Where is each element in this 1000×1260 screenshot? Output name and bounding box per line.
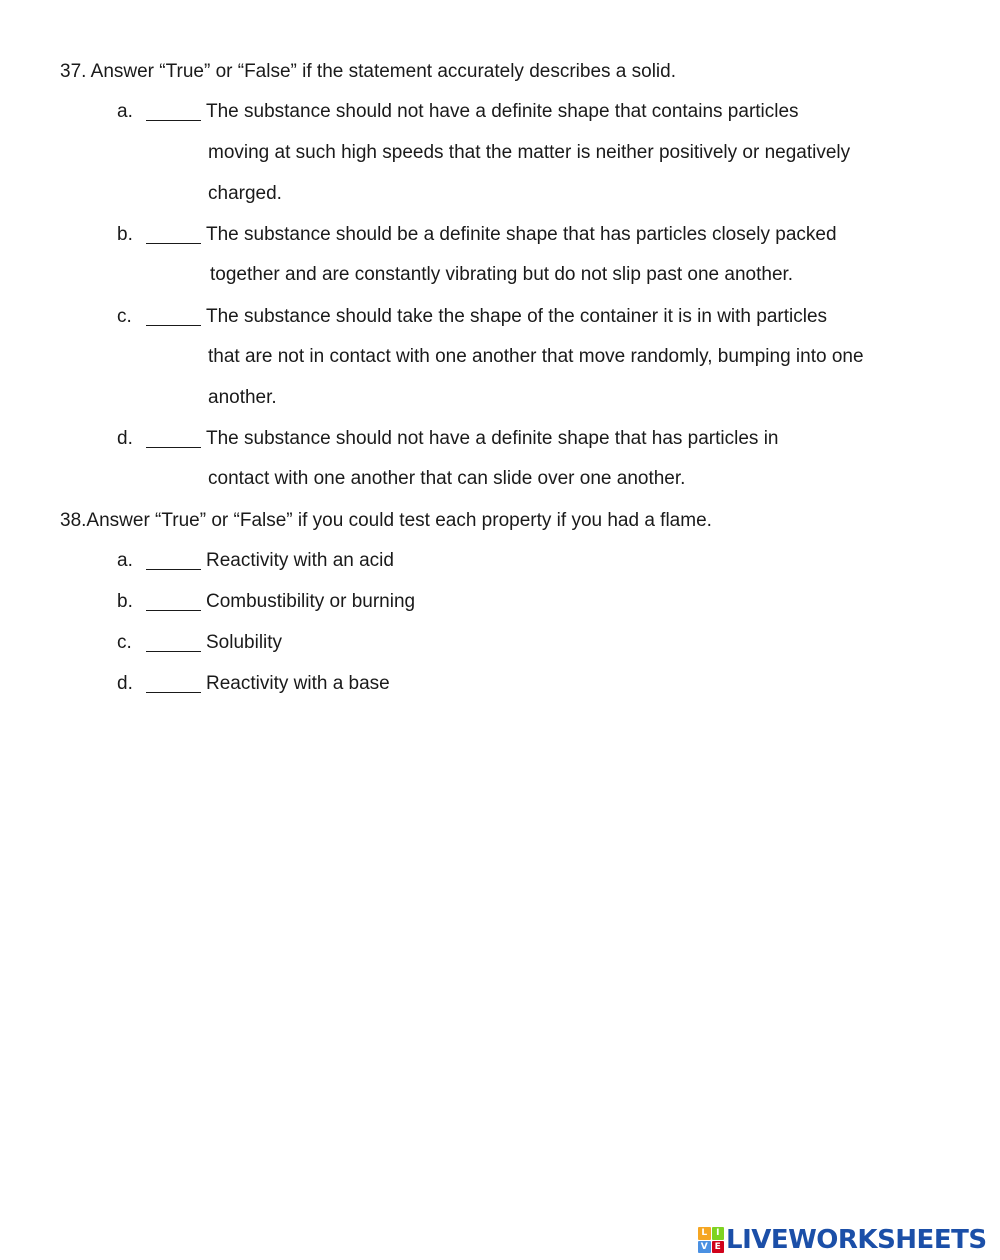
q37-option-d-letter: d. (117, 428, 133, 449)
q38-option-b-letter: b. (117, 591, 133, 612)
q38-option-a-answer-blank[interactable] (146, 550, 201, 570)
q37-option-c-letter: c. (117, 306, 132, 327)
liveworksheets-logo[interactable] (698, 1225, 993, 1255)
q37-option-d-answer-blank[interactable] (146, 428, 201, 448)
question-38-stem: 38.Answer “True” or “False” if you could test each property if you had a flame. (60, 510, 712, 531)
logo-mark-tile: L (698, 1227, 711, 1240)
q37-option-b-text-cont: together and are constantly vibrating but do not slip past one another. (210, 264, 794, 285)
question-37-stem: 37. Answer “True” or “False” if the statement accurately describes a solid. (60, 61, 676, 82)
q37-option-a-letter: a. (117, 101, 133, 122)
logo-mark-tile: I (712, 1227, 725, 1240)
q38-option-c-text: Solubility (206, 632, 283, 653)
q38-option-d-answer-blank[interactable] (146, 673, 201, 693)
q37-option-b-text: The substance should be a definite shape that has particles closely packed (206, 224, 837, 245)
q38-option-d-text: Reactivity with a base (206, 673, 390, 694)
q38-option-d-letter: d. (117, 673, 133, 694)
q38-option-a-letter: a. (117, 550, 133, 571)
liveworksheets-logo-mark-icon (698, 1227, 724, 1253)
q38-option-b-answer-blank[interactable] (146, 591, 201, 611)
q37-option-c-answer-blank[interactable] (146, 306, 201, 326)
q37-option-a-answer-blank[interactable] (146, 101, 201, 121)
logo-mark-tile: V (698, 1241, 711, 1254)
q37-option-d-text-cont: contact with one another that can slide over one another. (208, 468, 686, 489)
q37-option-b-letter: b. (117, 224, 133, 245)
q38-option-b-text: Combustibility or burning (206, 591, 416, 612)
q38-option-a-text: Reactivity with an acid (206, 550, 394, 571)
q37-option-c-text-cont: that are not in contact with one another that move randomly, bumping into one (208, 346, 864, 367)
q37-option-d-text: The substance should not have a definite shape that has particles in (206, 428, 779, 449)
q37-option-b-answer-blank[interactable] (146, 224, 201, 244)
q38-option-c-answer-blank[interactable] (146, 632, 201, 652)
q37-option-a-text-cont: moving at such high speeds that the matter is neither positively or negatively (208, 142, 851, 163)
q37-option-c-text: The substance should take the shape of the container it is in with particles (206, 306, 828, 327)
logo-mark-tile: E (712, 1241, 725, 1254)
q37-option-c-text-cont: another. (208, 387, 277, 408)
q37-option-a-text-cont: charged. (208, 183, 282, 204)
q38-option-c-letter: c. (117, 632, 132, 653)
q37-option-a-text: The substance should not have a definite shape that contains particles (206, 101, 799, 122)
liveworksheets-logo-text: LIVEWORKSHEETS (726, 1225, 987, 1255)
